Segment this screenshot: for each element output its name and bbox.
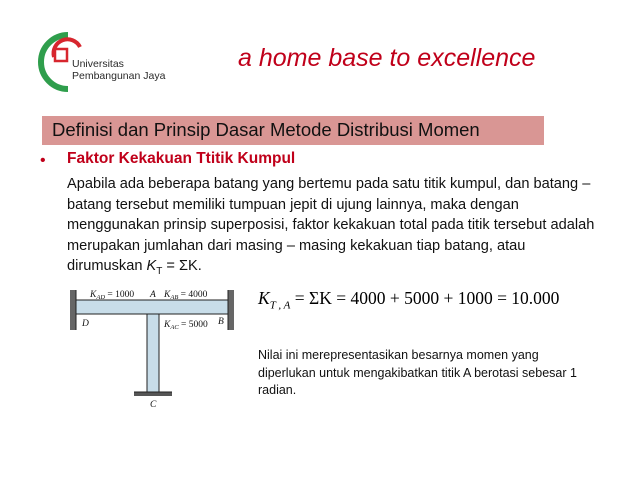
note-text: Nilai ini merepresentasikan besarnya momen yang diperlukan untuk mengakibatkan titik A berotasi sebesar 1 radian. [258, 348, 577, 397]
node-d: D [82, 319, 89, 329]
bullet-heading: Faktor Kekakuan Ttitik Kumpul [67, 150, 296, 167]
tagline: a home base to excellence [238, 44, 536, 72]
formula-rhs: = ΣK = 4000 + 5000 + 1000 = 10.000 [294, 288, 560, 308]
logo-text [72, 58, 165, 82]
label-kad-k: K [90, 290, 97, 300]
node-a: A [150, 290, 156, 300]
frame-figure [68, 285, 238, 410]
label-kab-val: = 4000 [178, 290, 208, 300]
logo-red-box-icon [55, 49, 67, 61]
label-kac-k: K [164, 320, 171, 330]
left-wall [70, 290, 76, 330]
label-kad-sub: AD [96, 294, 106, 301]
label-kac-val: = 5000 [178, 320, 208, 330]
display-formula [258, 288, 559, 312]
logo-line1: Universitas [72, 58, 124, 70]
inline-formula-sub: T [156, 265, 163, 277]
label-kac-sub: AC [170, 324, 179, 331]
label-kab [163, 290, 208, 301]
label-kad [89, 290, 134, 301]
label-kab-k: K [164, 290, 171, 300]
node-c: C [150, 400, 157, 410]
formula-lhs-sub: T , A [269, 299, 291, 312]
inline-formula-k: K [146, 258, 157, 274]
logo-line2: Pembangunan Jaya [72, 70, 166, 82]
label-kad-val: = 1000 [105, 290, 135, 300]
bullet-icon: • [40, 152, 46, 169]
label-kab-sub: AB [170, 294, 179, 301]
node-b: B [218, 317, 224, 327]
label-kac [163, 320, 208, 331]
vertical-column [147, 314, 159, 392]
topic-bar [42, 116, 544, 145]
topic-title: Definisi dan Prinsip Dasar Metode Distribusi Momen [52, 119, 480, 140]
right-wall [228, 290, 234, 330]
formula-lhs: K [258, 288, 270, 308]
base-support [134, 392, 172, 396]
paragraph-text: Apabila ada beberapa batang yang bertemu pada satu titik kumpul, dan batang – batang tersebut memiliki tumpuan jepit di ujung lainnya, maka dengan menggunakan prinsip superposisi, faktor kekakuan total pada titik tersebut adalah merupakan jumlahan dari masing – masing kekakuan tiap batang, atau dirumuskan [67, 176, 595, 274]
main-paragraph [67, 174, 602, 282]
horizontal-beam [76, 300, 228, 314]
inline-formula-rest: = ΣK. [162, 258, 202, 274]
